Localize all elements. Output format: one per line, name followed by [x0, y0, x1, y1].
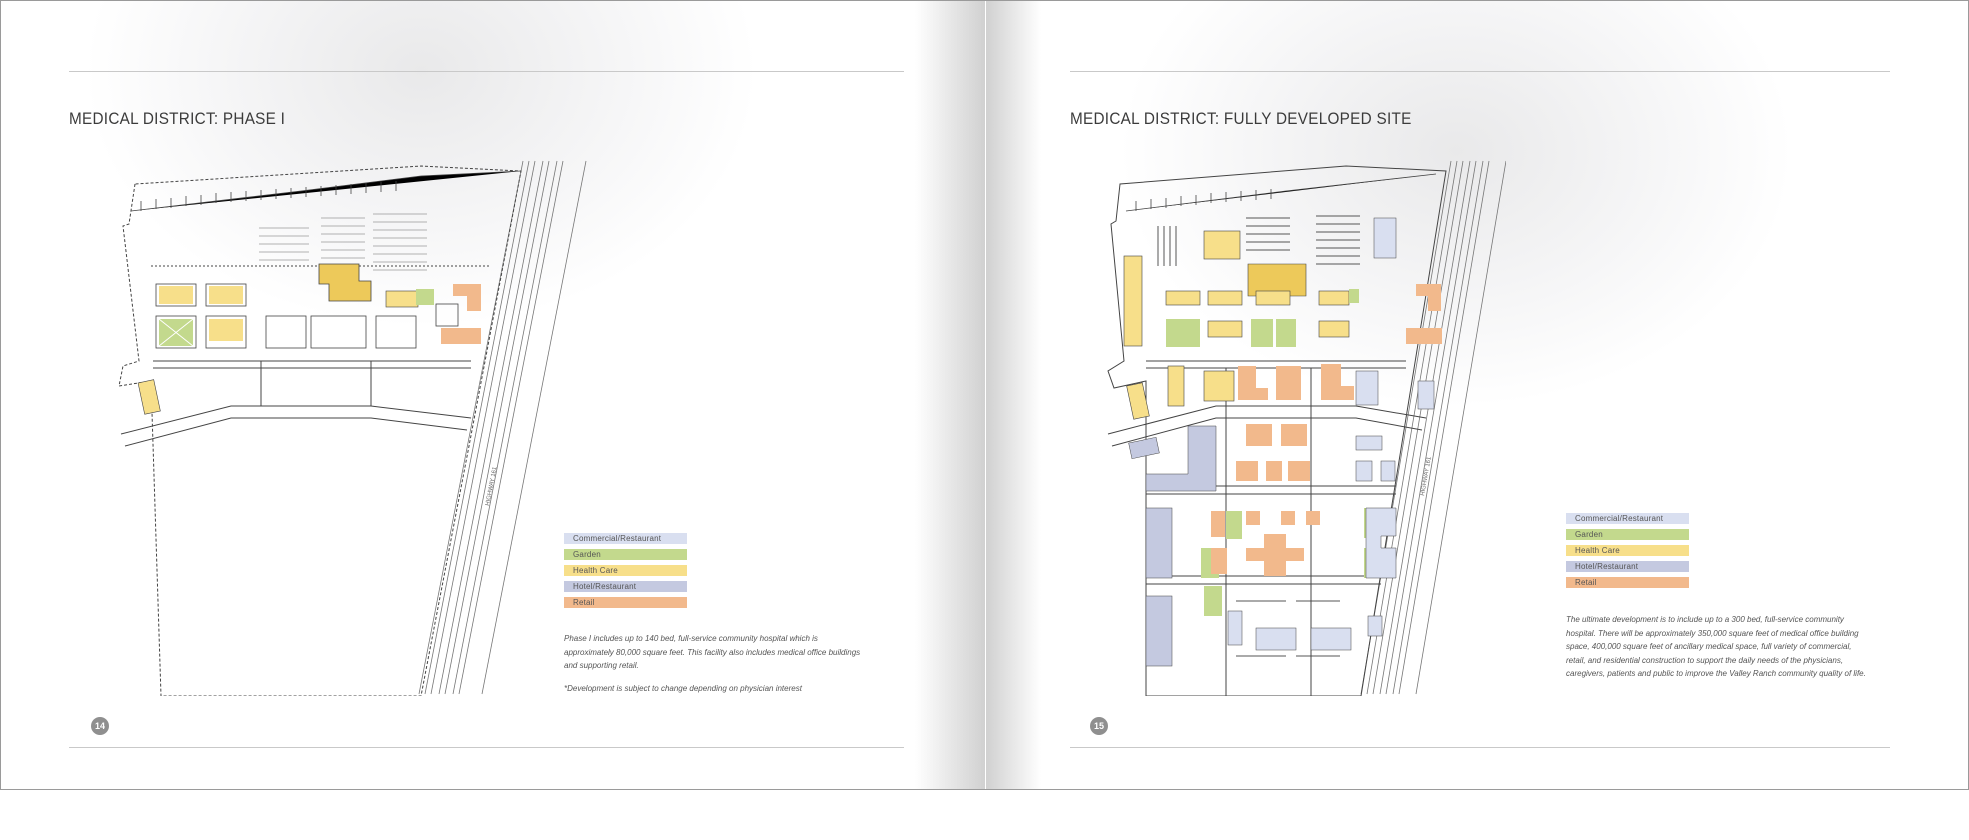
legend-retail: Retail	[1566, 577, 1689, 588]
bottom-rule	[1070, 747, 1890, 748]
building-health-care	[209, 319, 243, 341]
top-rule	[1070, 71, 1890, 72]
building-health-care	[159, 286, 193, 304]
gutter-shadow	[986, 1, 1041, 789]
highway-label: HIGHWAY 161	[485, 466, 499, 507]
page-title: MEDICAL DISTRICT: PHASE I	[69, 109, 286, 128]
gutter-shadow	[915, 1, 985, 789]
phase-description: Phase I includes up to 140 bed, full-service community hospital which is approximately 80,000 square feet. This facility also includes medical office buildings and supporting retail.	[564, 634, 861, 670]
bottom-rule	[69, 747, 904, 748]
legend-garden: Garden	[1566, 529, 1689, 540]
legend-health-care: Health Care	[1566, 545, 1689, 556]
left-page	[1, 1, 985, 789]
legend-hotel-restaurant: Hotel/Restaurant	[564, 581, 687, 592]
hospital-building	[319, 264, 371, 301]
map-legend	[564, 533, 687, 613]
site-plan-full	[1106, 156, 1506, 696]
legend-retail: Retail	[564, 597, 687, 608]
legend-hotel-restaurant: Hotel/Restaurant	[1566, 561, 1689, 572]
retail-block	[441, 328, 481, 344]
development-description: The ultimate development is to include up to a 300 bed, full-service community hospital. There will be approximately 350,000 square feet of medical office building space, 400,000 square feet of ancillary medical space, full variety of commercial, retail, and residential construction to support the daily needs of the physicians, caregivers, patients and public to improve the Valley Ranch community quality of life.	[1566, 615, 1866, 678]
legend-health-care: Health Care	[564, 565, 687, 576]
page-title: MEDICAL DISTRICT: FULLY DEVELOPED SITE	[1070, 109, 1412, 128]
page-number-badge: 15	[1090, 717, 1108, 735]
building-health-care	[209, 286, 243, 304]
retail-block	[453, 284, 481, 311]
disclaimer-note: *Development is subject to change depending on physician interest	[564, 684, 802, 693]
highway-label: HIGHWAY 161	[1420, 456, 1433, 497]
map-legend	[1566, 513, 1689, 593]
legend-commercial-restaurant: Commercial/Restaurant	[1566, 513, 1689, 524]
page-number-badge: 14	[91, 717, 109, 735]
legend-commercial-restaurant: Commercial/Restaurant	[564, 533, 687, 544]
top-rule	[69, 71, 904, 72]
right-page	[986, 1, 1969, 789]
site-plan-phase-1	[111, 156, 591, 696]
legend-garden: Garden	[564, 549, 687, 560]
